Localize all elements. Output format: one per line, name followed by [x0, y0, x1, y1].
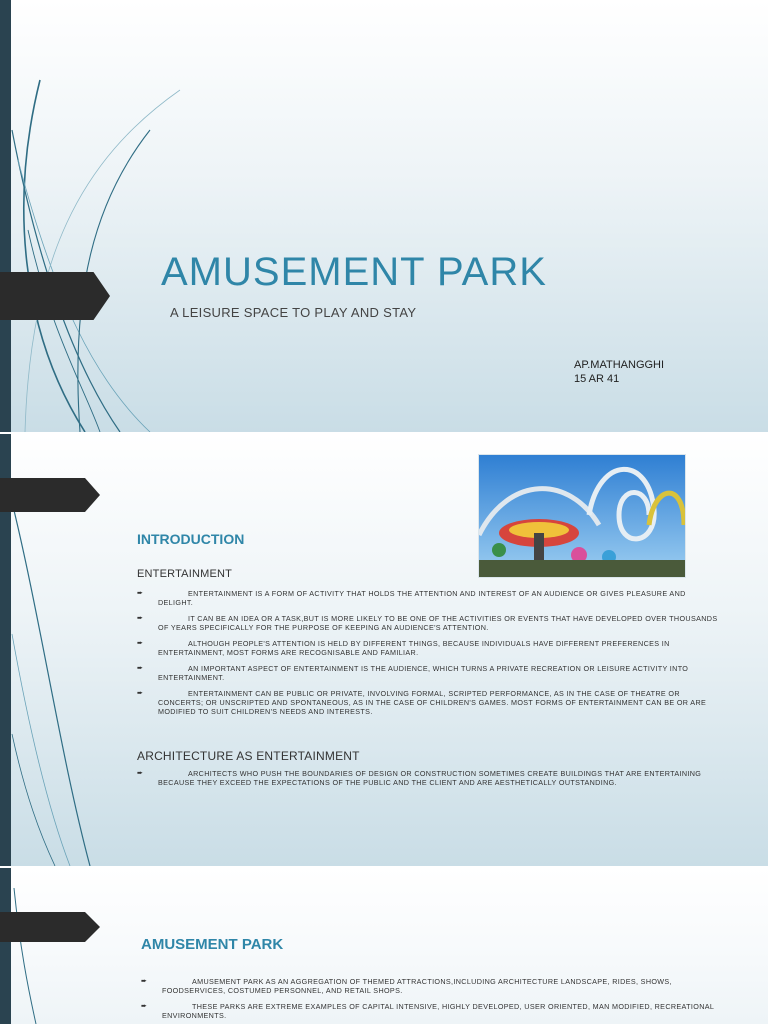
author-name: AP.MATHANGGHI: [574, 359, 665, 371]
list-item: ➨ ALTHOUGH PEOPLE'S ATTENTION IS HELD BY DIFFERENT THINGS, BECAUSE INDIVIDUALS HAVE DIFFERENT PREFERENCES IN ENTERTAINMENT, MOST FORMS ARE RECOGNISABLE AND FAMILIAR.: [137, 639, 670, 657]
slide-tag-arrow: [0, 272, 110, 320]
arrow-bullet-icon: ➨: [137, 690, 144, 697]
architecture-heading: ARCHITECTURE AS ENTERTAINMENT: [137, 749, 360, 763]
author-roll: 15 AR 41: [574, 373, 620, 385]
list-item: ➨ THESE PARKS ARE EXTREME EXAMPLES OF CAPITAL INTENSIVE, HIGHLY DEVELOPED, USER ORIENTED, MAN MODIFIED, RECREATIONAL ENVIRONMENTS.: [141, 1002, 714, 1020]
list-item: ➨ AMUSEMENT PARK AS AN AGGREGATION OF THEMED ATTRACTIONS,INCLUDING ARCHITECTURE LANDSCAPE, RIDES, SHOWS, FOODSERVICES, COSTUMED PERSONNEL, AND RETAIL SHOPS.: [141, 977, 672, 995]
arrow-bullet-icon: ➨: [141, 978, 148, 985]
list-item: ➨ AN IMPORTANT ASPECT OF ENTERTAINMENT IS THE AUDIENCE, WHICH TURNS A PRIVATE RECREATION OR LEISURE ACTIVITY INTO ENTERTAINMENT.: [137, 664, 689, 682]
arrow-bullet-icon: ➨: [137, 665, 144, 672]
architecture-bullet-list: [137, 769, 722, 794]
arrow-bullet-icon: ➨: [137, 770, 144, 777]
decorative-curves: [0, 868, 60, 1024]
entertainment-heading: ENTERTAINMENT: [137, 568, 233, 580]
presentation-subtitle: A LEISURE SPACE TO PLAY AND STAY: [170, 305, 417, 320]
list-item: ➨ ENTERTAINMENT CAN BE PUBLIC OR PRIVATE, INVOLVING FORMAL, SCRIPTED PERFORMANCE, AS IN THE CASE OF THEATRE OR CONCERTS; OR UNSCRIPTED AND SPONTANEOUS, AS IN THE CASE OF CHILDREN'S GAMES. MOST FORMS OF ENTERTAINMENT CAN BE OR ARE MODIFIED TO SUIT CHILDREN'S NEEDS AND INTERESTS.: [137, 689, 707, 716]
arrow-bullet-icon: ➨: [137, 590, 144, 597]
amusement-park-heading: AMUSEMENT PARK: [141, 936, 284, 953]
roller-coaster-photo: [478, 454, 686, 578]
introduction-heading: INTRODUCTION: [137, 531, 245, 547]
author-block: [574, 358, 664, 386]
list-item: ➨ ARCHITECTS WHO PUSH THE BOUNDARIES OF DESIGN OR CONSTRUCTION SOMETIMES CREATE BUILDINGS THAT ARE ENTERTAINING BECAUSE THEY EXCEED THE EXPECTATIONS OF THE PUBLIC AND THE CLIENT AND ARE AESTHETICALLY OUTSTANDING.: [137, 769, 702, 787]
list-item: ➨ ENTERTAINMENT IS A FORM OF ACTIVITY THAT HOLDS THE ATTENTION AND INTEREST OF AN AUDIENCE OR GIVES PLEASURE AND DELIGHT.: [137, 589, 686, 607]
list-item: ➨ IT CAN BE AN IDEA OR A TASK,BUT IS MORE LIKELY TO BE ONE OF THE ACTIVITIES OR EVENTS THAT HAVE DEVELOPED OVER THOUSANDS OF YEARS SPECIFICALLY FOR THE PURPOSE OF KEEPING AN AUDIENCE'S ATTENTION.: [137, 614, 718, 632]
slide-tag-arrow: [0, 478, 100, 512]
amusement-park-slide: [0, 868, 768, 1024]
introduction-slide: [0, 434, 768, 866]
arrow-bullet-icon: ➨: [137, 615, 144, 622]
decorative-curves: [0, 0, 300, 432]
entertainment-bullet-list: [137, 589, 722, 723]
title-slide: [0, 0, 768, 432]
presentation-title: AMUSEMENT PARK: [161, 250, 547, 294]
amusement-park-bullet-list: [141, 977, 716, 1024]
arrow-bullet-icon: ➨: [141, 1003, 148, 1010]
arrow-bullet-icon: ➨: [137, 640, 144, 647]
slide-tag-arrow: [0, 912, 100, 942]
